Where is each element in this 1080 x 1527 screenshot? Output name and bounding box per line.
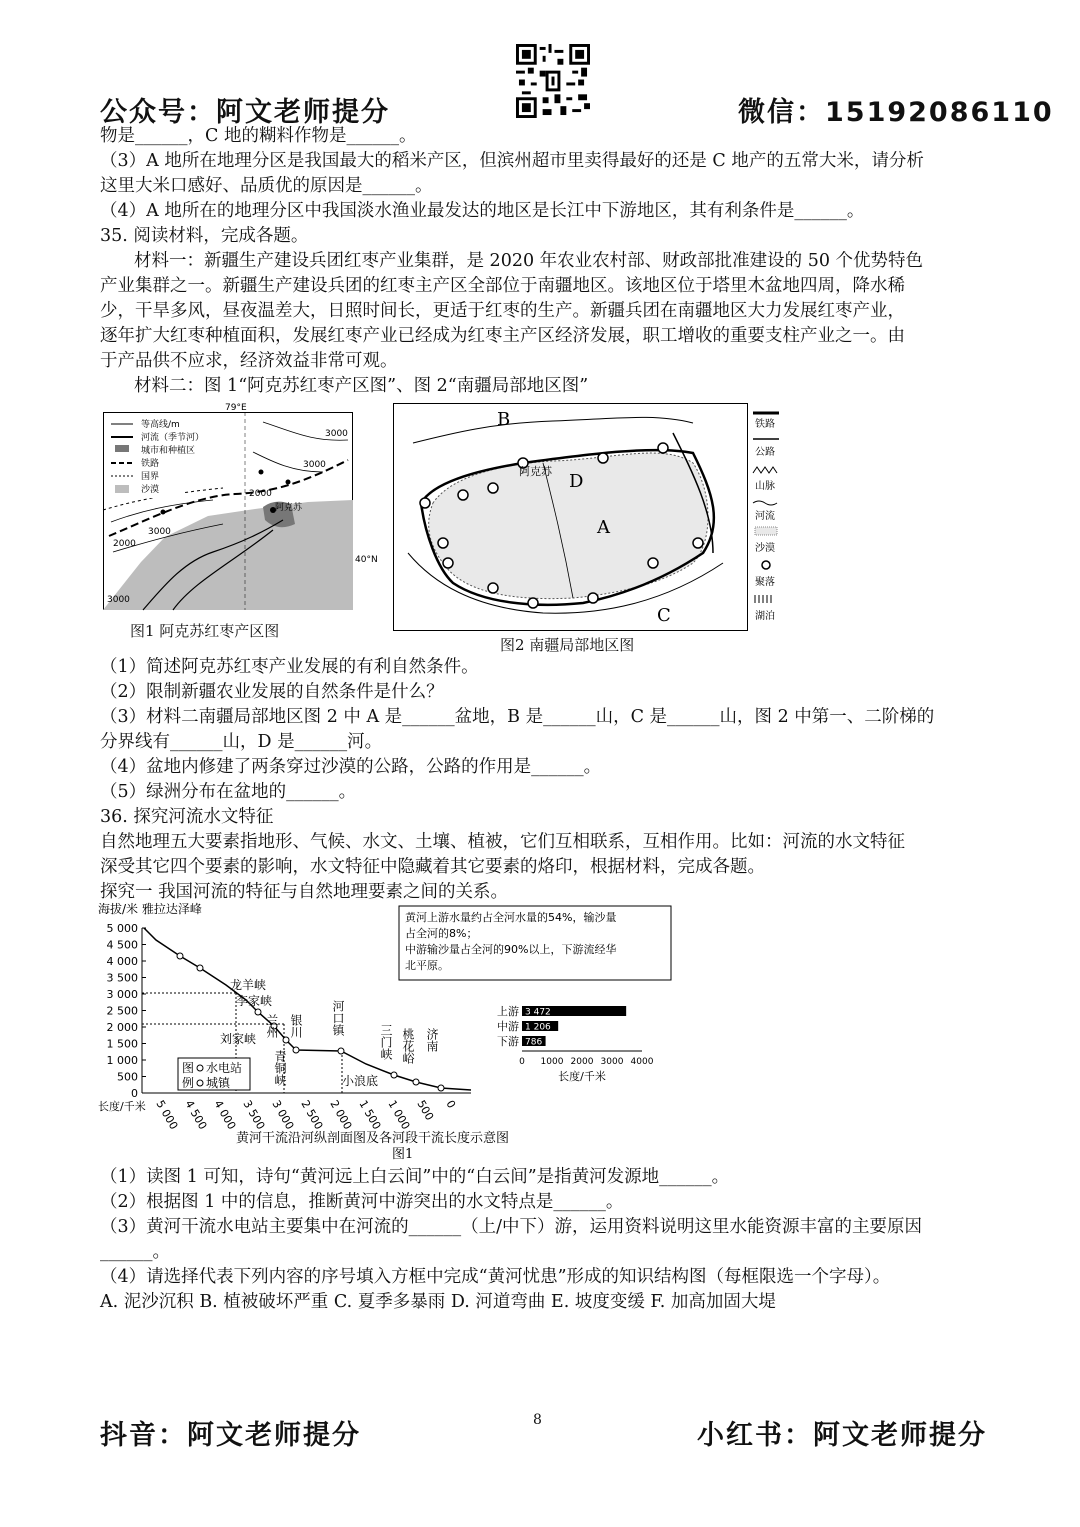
- bar-value-label: 1 206: [525, 1022, 551, 1033]
- note-line: 黄河上游水量约占全河水量的54%，输沙量: [405, 911, 617, 924]
- hydropower-dot: [255, 1009, 261, 1015]
- bar-x-axis-title: 长度/千米: [558, 1070, 606, 1083]
- profile-legend-title: 图: [182, 1061, 195, 1075]
- text-line: （1）简述阿克苏红枣产业发展的有利自然条件。: [100, 657, 479, 677]
- settlement-dot: [488, 483, 498, 493]
- meridian-label: 79°E: [225, 403, 247, 413]
- bar-x-tick-label: 1000: [540, 1057, 564, 1067]
- place-label: 龙羊峡: [230, 978, 267, 992]
- legend-river-symbol: [753, 501, 777, 505]
- note-line: 占全河的8%；: [405, 927, 478, 940]
- contour-label: 2000: [249, 489, 272, 499]
- bar-value-label: 3 472: [525, 1007, 551, 1018]
- question-heading: 36. 探究河流水文特征: [100, 807, 274, 827]
- question-text-lower: [100, 1165, 985, 1315]
- profile-figure-label: 图1: [392, 1147, 414, 1162]
- south-xinjiang-map-figure: [393, 403, 783, 631]
- fig1-caption: 图1 阿克苏红枣产区图: [130, 622, 280, 640]
- legend-label: 城市和种植区: [141, 446, 196, 456]
- legend-city-symbol: [115, 445, 129, 452]
- text-line: 材料一：新疆生产建设兵团红枣产业集群，是 2020 年农业农村部、财政部批准建设的 50 个优势特色: [134, 251, 924, 271]
- x-tick-label: 500: [414, 1098, 437, 1123]
- map-label-city: 阿克苏: [519, 465, 552, 478]
- y-tick-label: 0: [131, 1087, 138, 1100]
- page-number: 8: [533, 1412, 542, 1428]
- text-line: 这里大米口感好、品质优的原因是______。: [100, 176, 433, 196]
- bar-x-tick-label: 3000: [600, 1057, 624, 1067]
- legend-settlement-symbol: [762, 561, 770, 569]
- place-label: 小浪底: [342, 1074, 379, 1088]
- text-line: 自然地理五大要素指地形、气候、水文、土壤、植被，它们互相联系，互相作用。比如：河流的水文特征: [100, 832, 905, 852]
- city-dot: [259, 470, 264, 475]
- bar-x-tick-label: 4000: [630, 1057, 654, 1067]
- place-label: 三门峡: [379, 1024, 393, 1060]
- bar-x-tick-label: 0: [519, 1057, 525, 1067]
- place-label: 济南: [425, 1028, 439, 1052]
- parallel-label: 40°N: [355, 555, 378, 565]
- place-label: 刘家峡: [220, 1032, 257, 1046]
- qr-code-image: [516, 44, 590, 118]
- legend-label: 河流: [755, 511, 775, 522]
- text-line: 少，干旱多风，昼夜温差大，日照时间长，更适于红枣的生产。新疆兵团在南疆地区大力发展红枣产业，: [100, 301, 905, 321]
- text-line: ______。: [100, 1242, 170, 1262]
- contour-label: 3000: [303, 460, 326, 470]
- question-text-middle: [100, 655, 985, 905]
- x-tick-label: 0: [443, 1098, 459, 1111]
- y-tick-label: 3 500: [106, 971, 138, 985]
- x-tick-label: 5 000: [153, 1098, 181, 1132]
- town-dot: [177, 953, 183, 959]
- map-label-b: B: [497, 409, 511, 430]
- footer-right: 小红书：阿文老师提分: [697, 1420, 987, 1451]
- contour-label: 3000: [325, 429, 348, 439]
- text-line: （3）A 地所在地理分区是我国最大的稻米产区，但滨州超市里卖得最好的还是 C 地产的五常大米，请分析: [100, 151, 924, 171]
- text-line: A. 泥沙沉积 B. 植被破坏严重 C. 夏季多暴雨 D. 河道弯曲 E. 坡度变缓 F. 加高加固大堤: [100, 1292, 776, 1312]
- y-tick-label: 1 000: [106, 1054, 138, 1067]
- note-line: 中游输沙量占全河的90%以上，下游流经华: [405, 943, 617, 956]
- y-tick-label: 2 500: [106, 1004, 138, 1018]
- town-dot: [338, 1048, 344, 1054]
- text-line: （3）黄河干流水电站主要集中在河流的______（上/中下）游，运用资料说明这里水能资源丰富的主要原因: [100, 1217, 923, 1237]
- y-tick-label: 4 500: [106, 938, 138, 952]
- text-line: 物是______，C 地的糊料作物是______。: [100, 126, 417, 146]
- legend-hydropower-symbol: [197, 1065, 203, 1071]
- question-text-upper: [100, 124, 985, 399]
- text-line: （4）A 地所在的地理分区中我国淡水渔业最发达的地区是长江中下游地区，其有利条件是______。: [100, 201, 865, 221]
- y-tick-label: 2 000: [106, 1021, 138, 1034]
- text-line: 逐年扩大红枣种植面积，发展红枣产业已经成为红枣主产区经济发展，职工增收的重要支柱产业之一。由: [100, 326, 905, 346]
- legend-label: 沙漠: [141, 485, 160, 495]
- city-label: 阿克苏: [275, 503, 303, 513]
- question-heading: 35. 阅读材料，完成各题。: [100, 226, 309, 246]
- place-label: 李家峡: [236, 994, 273, 1008]
- text-line: 分界线有______山，D 是______河。: [100, 732, 383, 752]
- bar-category-label: 下游: [497, 1035, 519, 1048]
- bar-x-tick-label: 2000: [570, 1057, 594, 1067]
- x-tick-label: 2 500: [298, 1098, 326, 1132]
- text-line: 探究一 我国河流的特征与自然地理要素之间的关系。: [100, 882, 509, 902]
- text-line: （5）绿洲分布在盆地的______。: [100, 782, 357, 802]
- text-line: （1）读图 1 可知，诗句“黄河远上白云间”中的“白云间”是指黄河发源地______。: [100, 1167, 730, 1187]
- y-tick-label: 1 500: [106, 1037, 138, 1051]
- legend-label: 等高线/m: [141, 420, 180, 430]
- y-tick-label: 3 000: [106, 988, 138, 1001]
- profile-x-axis-title: 长度/千米: [98, 1100, 146, 1113]
- fig2-caption: 图2 南疆局部地区图: [500, 636, 635, 654]
- legend-label: 河流（季节河）: [141, 433, 205, 443]
- bar-value-label: 786: [525, 1037, 543, 1048]
- settlement-dot: [420, 498, 430, 508]
- settlement-dot: [443, 558, 453, 568]
- header-right: 微信：15192086110: [738, 97, 1054, 128]
- legend-lake-symbol: [755, 595, 771, 603]
- hydropower-dot: [391, 1072, 397, 1078]
- legend-label: 铁路: [755, 419, 775, 430]
- header-left: 公众号：阿文老师提分: [100, 97, 390, 128]
- legend-label: 沙漠: [755, 543, 775, 554]
- place-label: 青铜峡: [273, 1050, 287, 1086]
- y-tick-label: 500: [117, 1070, 138, 1084]
- settlement-dot: [693, 538, 703, 548]
- x-tick-label: 3 500: [240, 1098, 268, 1132]
- legend-town-symbol: [197, 1080, 203, 1086]
- legend-label: 铁路: [141, 459, 160, 469]
- legend-label: 湖泊: [755, 611, 775, 622]
- footer-left: 抖音：阿文老师提分: [100, 1420, 361, 1451]
- legend-label: 山脉: [755, 481, 775, 492]
- x-tick-label: 1 000: [385, 1098, 413, 1132]
- y-tick-label: 5 000: [106, 922, 138, 935]
- settlement-dot: [648, 558, 658, 568]
- text-line: 材料二：图 1“阿克苏红枣产区图”、图 2“南疆局部地区图”: [134, 376, 589, 396]
- profile-y-axis-title: 海拔/米 雅拉达泽峰: [98, 902, 202, 916]
- bar-category-label: 中游: [497, 1020, 519, 1033]
- bar-category-label: 上游: [497, 1005, 519, 1018]
- profile-caption: 黄河干流沿河纵剖面图及各河段干流长度示意图: [236, 1131, 510, 1146]
- contour-label: 3000: [107, 595, 130, 605]
- town-dot: [197, 965, 203, 971]
- text-line: （3）材料二南疆局部地区图 2 中 A 是______盆地，B 是______山，C 是______山，图 2 中第一、二阶梯的: [100, 707, 935, 727]
- settlement-dot: [588, 593, 598, 603]
- profile-legend-title: 例: [182, 1076, 195, 1090]
- x-tick-label: 1 500: [356, 1098, 384, 1132]
- contour-label: 3000: [148, 527, 171, 537]
- x-tick-label: 4 500: [182, 1098, 210, 1132]
- settlement-dot: [458, 490, 468, 500]
- legend-desert-symbol: [115, 485, 129, 493]
- text-line: （2）根据图 1 中的信息，推断黄河中游突出的水文特点是______。: [100, 1192, 624, 1212]
- y-tick-label: 4 000: [106, 955, 138, 968]
- legend-desert-symbol: [755, 527, 777, 535]
- map-label-a: A: [597, 517, 610, 538]
- legend-label: 国界: [141, 472, 160, 482]
- aksu-map-figure: [103, 403, 378, 610]
- text-line: 深受其它四个要素的影响，水文特征中隐藏着其它要素的烙印，根据材料，完成各题。: [100, 857, 765, 877]
- settlement-dot: [598, 453, 608, 463]
- city-dot: [161, 510, 166, 515]
- x-tick-label: 3 000: [269, 1098, 297, 1132]
- text-line: （2）限制新疆农业发展的自然条件是什么？: [100, 682, 444, 702]
- settlement-dot: [528, 598, 538, 608]
- contour-label: 2000: [113, 539, 136, 549]
- profile-legend-label: 城镇: [206, 1076, 231, 1090]
- x-tick-label: 2 000: [327, 1098, 355, 1132]
- segment-length-bar-chart: [497, 1004, 654, 1083]
- map-label-c: C: [657, 605, 671, 626]
- map-label-d: D: [569, 471, 584, 492]
- text-line: （4）盆地内修建了两条穿过沙漠的公路，公路的作用是______。: [100, 757, 602, 777]
- profile-legend-label: 水电站: [206, 1061, 243, 1075]
- town-dot: [413, 1079, 419, 1085]
- place-label: 河口镇: [331, 1000, 345, 1036]
- text-line: （4）请选择代表下列内容的序号填入方框中完成“黄河忧患”形成的知识结构图（每框限选一个字母）。: [100, 1267, 891, 1287]
- legend-label: 聚落: [755, 577, 775, 588]
- city-dot: [286, 480, 291, 485]
- text-line: 于产品供不应求，经济效益非常可观。: [100, 351, 398, 371]
- place-label: 银川: [289, 1014, 303, 1038]
- settlement-dot: [438, 538, 448, 548]
- note-line: 北平原。: [405, 959, 449, 972]
- yellow-river-profile-figure: [96, 900, 696, 1160]
- town-dot: [293, 1047, 299, 1053]
- x-tick-label: 4 000: [211, 1098, 239, 1132]
- text-line: 产业集群之一。新疆生产建设兵团的红枣主产区全部位于南疆地区。该地区位于塔里木盆地四周，降水稀: [100, 276, 905, 296]
- legend-mountain-symbol: [753, 467, 777, 473]
- settlement-dot: [488, 583, 498, 593]
- place-label: 桃花峪: [401, 1028, 415, 1064]
- place-label: 兰州: [265, 1014, 279, 1038]
- town-dot: [438, 1085, 444, 1091]
- legend-label: 公路: [755, 447, 775, 458]
- settlement-dot: [658, 443, 668, 453]
